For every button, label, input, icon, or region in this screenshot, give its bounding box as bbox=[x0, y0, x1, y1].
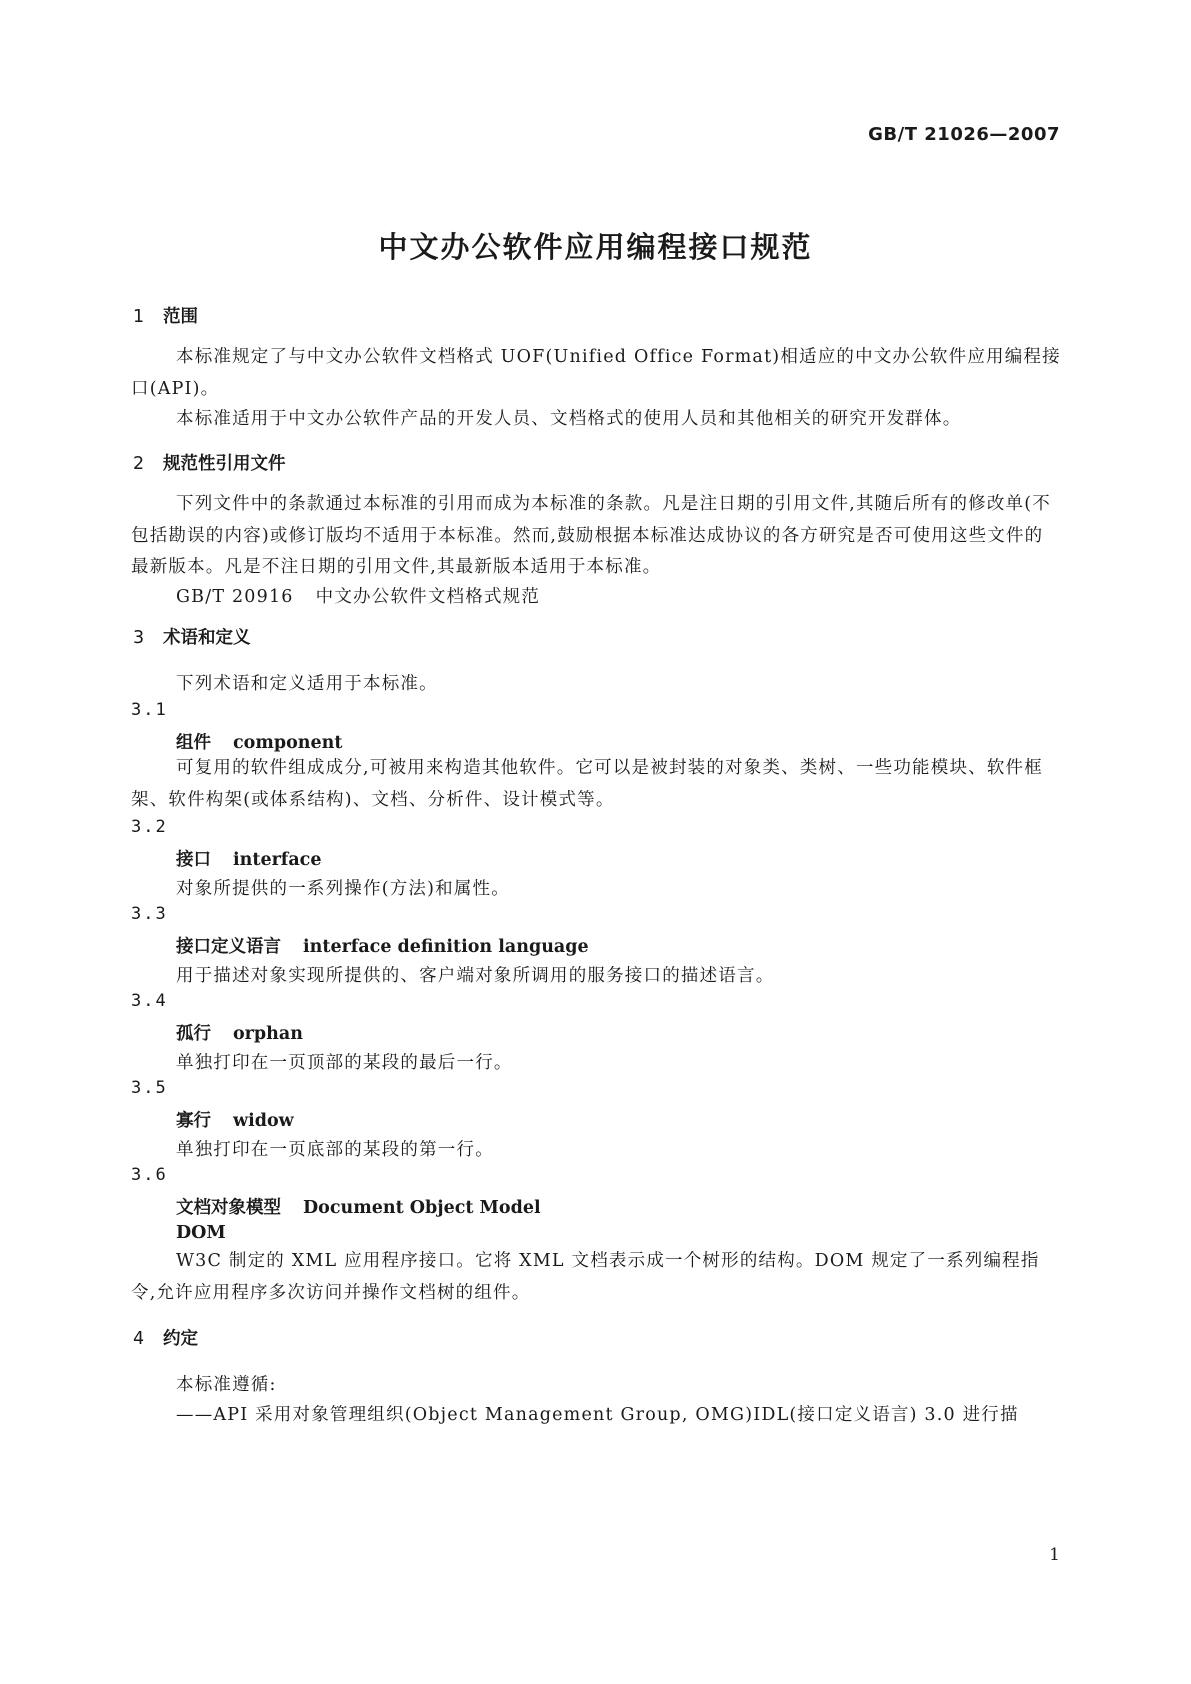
section-number: 3 bbox=[133, 628, 145, 648]
section-1-paragraph-1: 本标准规定了与中文办公软件文档格式 UOF(Unified Office Format)相适应的中文办公软件应用编程接口(API)。 bbox=[131, 347, 1061, 399]
term-chinese: 接口定义语言 bbox=[176, 937, 281, 957]
term-3-1-heading bbox=[176, 729, 342, 754]
standard-code: GB/T 21026—2007 bbox=[868, 124, 1060, 145]
section-number: 4 bbox=[133, 1329, 145, 1349]
section-4-intro: 本标准遵循: bbox=[176, 1375, 277, 1395]
section-1-heading bbox=[133, 303, 198, 328]
term-english: interface definition language bbox=[303, 937, 589, 957]
section-number: 2 bbox=[133, 454, 145, 474]
term-chinese: 寡行 bbox=[176, 1111, 211, 1131]
term-3-5-definition: 单独打印在一页底部的某段的第一行。 bbox=[176, 1140, 494, 1160]
term-3-5-number: 3.5 bbox=[131, 1078, 168, 1098]
term-3-1-number: 3.1 bbox=[131, 700, 168, 720]
term-chinese: 孤行 bbox=[176, 1024, 211, 1044]
page-number: 1 bbox=[1049, 1545, 1060, 1565]
term-3-4-heading bbox=[176, 1020, 303, 1045]
section-3-heading bbox=[133, 624, 251, 649]
term-3-2-number: 3.2 bbox=[131, 817, 168, 837]
term-3-4-definition: 单独打印在一页顶部的某段的最后一行。 bbox=[176, 1053, 513, 1073]
section-title: 范围 bbox=[163, 307, 198, 327]
term-3-6-definition: W3C 制定的 XML 应用程序接口。它将 XML 文档表示成一个树形的结构。DOM 规定了一系列编程指令,允许应用程序多次访问并操作文档树的组件。 bbox=[131, 1251, 1040, 1303]
section-4-heading bbox=[133, 1325, 198, 1350]
term-chinese: 组件 bbox=[176, 733, 211, 753]
section-3-intro: 下列术语和定义适用于本标准。 bbox=[176, 674, 438, 694]
section-title: 规范性引用文件 bbox=[163, 454, 286, 474]
term-3-3-definition: 用于描述对象实现所提供的、客户端对象所调用的服务接口的描述语言。 bbox=[176, 966, 775, 986]
section-2-heading bbox=[133, 450, 286, 475]
section-title: 术语和定义 bbox=[163, 628, 251, 648]
term-3-4-number: 3.4 bbox=[131, 991, 168, 1011]
term-english: component bbox=[233, 733, 343, 753]
term-3-6-heading bbox=[176, 1194, 541, 1219]
reference-code: GB/T 20916 bbox=[176, 587, 294, 607]
section-1-paragraph-2: 本标准适用于中文办公软件产品的开发人员、文档格式的使用人员和其他相关的研究开发群体。 bbox=[176, 409, 962, 429]
term-english: widow bbox=[233, 1111, 294, 1131]
section-title: 约定 bbox=[163, 1329, 198, 1349]
term-3-5-heading bbox=[176, 1107, 294, 1132]
term-english: interface bbox=[233, 850, 322, 870]
term-chinese: 文档对象模型 bbox=[176, 1198, 281, 1218]
term-3-2-definition: 对象所提供的一系列操作(方法)和属性。 bbox=[176, 879, 510, 899]
term-3-6-abbreviation: DOM bbox=[176, 1223, 226, 1243]
term-chinese: 接口 bbox=[176, 850, 211, 870]
term-3-3-heading bbox=[176, 933, 589, 958]
term-3-1-definition: 可复用的软件组成成分,可被用来构造其他软件。它可以是被封装的对象类、类树、一些功能模块、软件框架、软件构架(或体系结构)、文档、分析件、设计模式等。 bbox=[131, 758, 1043, 810]
reference-title: 中文办公软件文档格式规范 bbox=[315, 587, 541, 607]
section-2-paragraph-1: 下列文件中的条款通过本标准的引用而成为本标准的条款。凡是注日期的引用文件,其随后所有的修改单(不包括勘误的内容)或修订版均不适用于本标准。然而,鼓励根据本标准达成协议的各方研究是否可使用这些文件的最新版本。凡是不注日期的引用文件,其最新版本适用于本标准。 bbox=[131, 494, 1051, 577]
term-3-6-number: 3.6 bbox=[131, 1165, 168, 1185]
document-title: 中文办公软件应用编程接口规范 bbox=[378, 230, 813, 264]
term-3-2-heading bbox=[176, 846, 321, 871]
term-english: orphan bbox=[233, 1024, 303, 1044]
term-3-3-number: 3.3 bbox=[131, 904, 168, 924]
section-number: 1 bbox=[133, 307, 145, 327]
normative-reference bbox=[176, 583, 540, 608]
section-4-list-item: ——API 采用对象管理组织(Object Management Group, OMG)IDL(接口定义语言) 3.0 进行描 bbox=[176, 1405, 1019, 1425]
term-english: Document Object Model bbox=[303, 1198, 541, 1218]
